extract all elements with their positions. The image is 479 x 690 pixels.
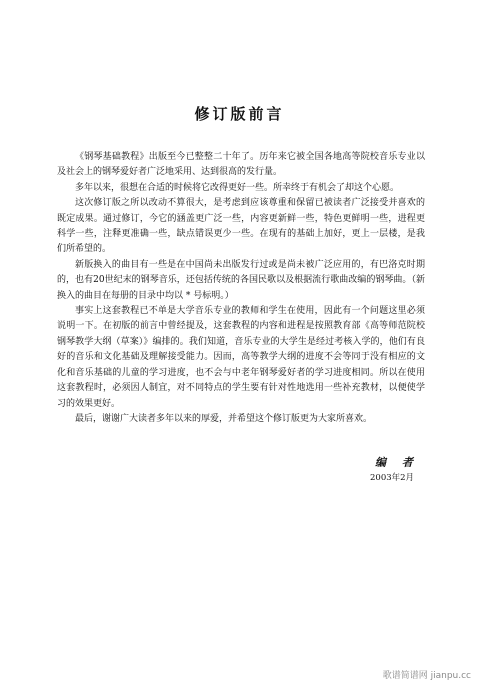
date-line: 2003年2月: [370, 473, 415, 483]
paragraph-3: 这次修订版之所以改动不算很大，是考虑到应该尊重和保留已被读者广泛接受并喜欢的既定成果。通过修订，今它的涵盖更广泛一些，内容更新鲜一些，特色更鲜明一些，进程更科学一些，注释更准确一些，缺点错误更少一些。在现有的基础上加好，更上一层楼，是我们所希望的。: [57, 198, 425, 255]
preface-body: [57, 150, 425, 427]
signature: 编 者: [375, 456, 419, 469]
site-watermark: 歌谱简谱网 jianpu.cc: [382, 671, 471, 681]
paragraph-6: 最后，谢谢广大读者多年以来的厚爱，并希望这个修订版更为大家所喜欢。: [75, 413, 373, 424]
paragraph-5: 事实上这套教程已不单是大学音乐专业的教师和学生在使用，因此有一个问题这里必须说明一下。在初版的前言中曾经提及，这套教程的内容和进程是按照教育部《高等师范院校钢琴教学大纲（草案）》编排的。我们知道，音乐专业的大学生是经过考核入学的，他们有良好的音乐和文化基础及理解接受能力。因而，高等教学大纲的进度不会等同于没有相应的文化和音乐基础的儿童的学习进度，也不会与中老年钢琴爱好者的学习进度相同。所以在使用这套教程时，必须因人制宜，对不同特点的学生要有针对性地选用一些补充教材，以便使学习的效果更好。: [57, 306, 425, 409]
page-title: 修订版前言: [194, 105, 285, 123]
paragraph-1: 《钢琴基础教程》出版至今已整整二十年了。历年来它被全国各地高等院校音乐专业以及社会上的钢琴爱好者广泛地采用、达到很高的发行量。: [57, 152, 425, 178]
paragraph-4: 新版换入的曲目有一些是在中国尚未出版发行过或是尚未被广泛应用的，有巴洛克时期的，也有20世纪末的钢琴音乐，还包括传统的各国民歌以及根据流行歌曲改编的钢琴曲。（新换入的曲目在每册的目录中均以 * 号标明。）: [57, 259, 425, 301]
paragraph-2: 多年以来，很想在合适的时候将它改得更好一些。所幸终于有机会了却这个心愿。: [75, 182, 400, 193]
